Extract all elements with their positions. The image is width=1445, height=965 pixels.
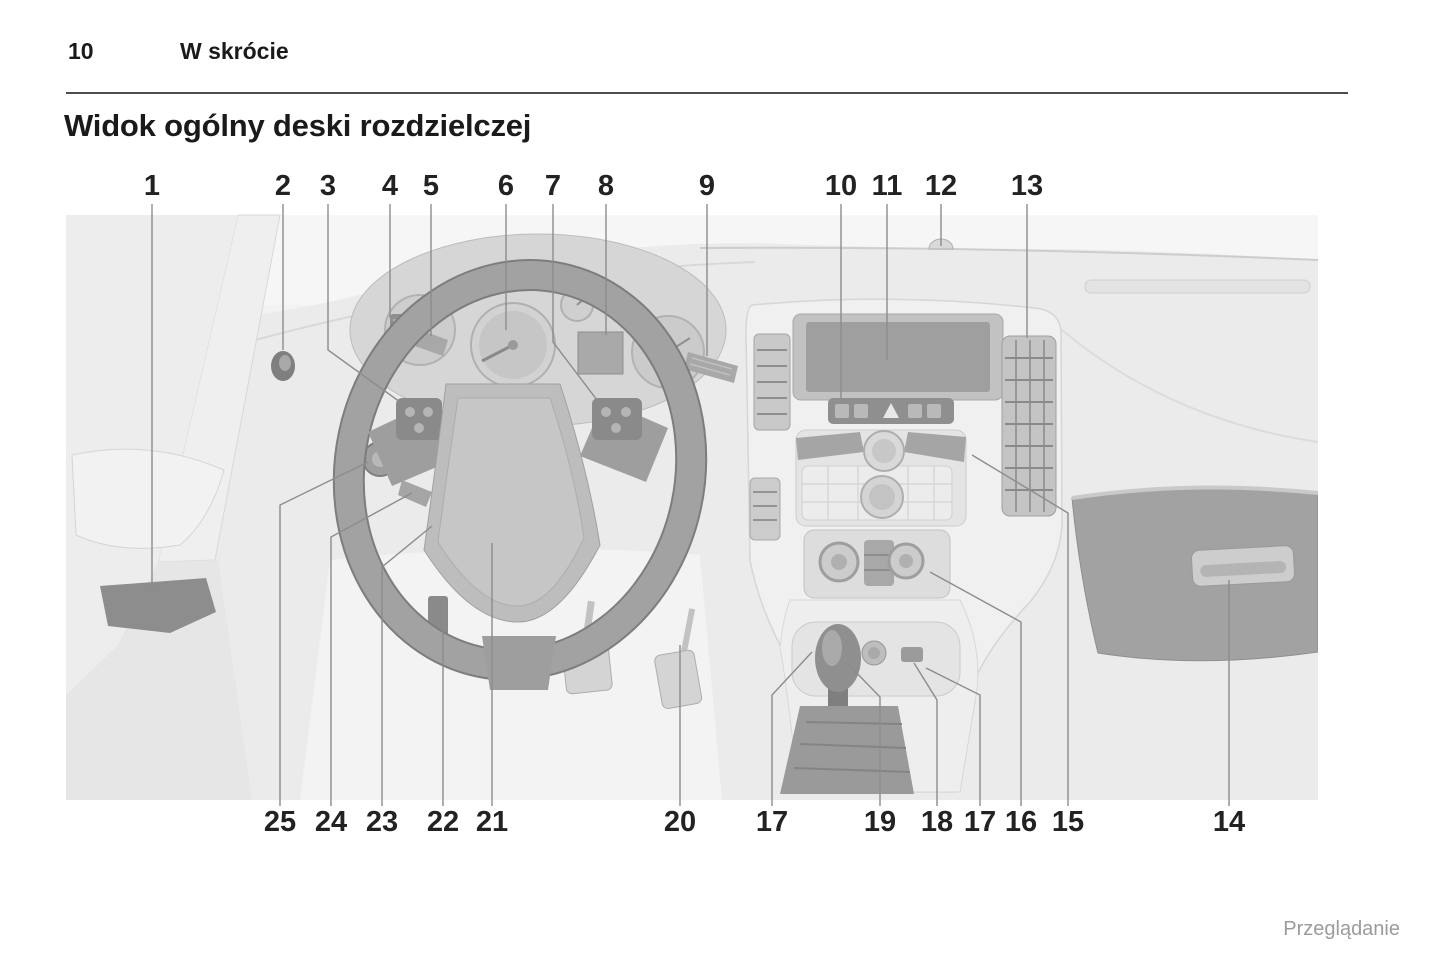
callout-10: 10 <box>824 170 858 202</box>
bottom-spoke <box>482 636 556 690</box>
glovebox-handle <box>1191 545 1295 586</box>
callout-1: 1 <box>143 170 161 202</box>
callout-21: 21 <box>475 806 509 838</box>
page-number: 10 <box>68 38 94 64</box>
driver-info-display <box>578 332 623 374</box>
callout-13: 13 <box>1010 170 1044 202</box>
callout-11: 11 <box>871 170 903 202</box>
callout-16: 16 <box>1004 806 1038 838</box>
dashboard-illustration <box>66 170 1318 845</box>
callout-3: 3 <box>319 170 337 202</box>
callout-8: 8 <box>597 170 615 202</box>
console-switch <box>901 647 923 662</box>
callout-5: 5 <box>422 170 440 202</box>
callout-15: 15 <box>1051 806 1085 838</box>
chapter-title: W skrócie <box>180 38 289 64</box>
console-button-center <box>868 647 880 659</box>
footer-section-label: Przeglądanie <box>1283 918 1400 940</box>
callout-4: 4 <box>381 170 399 202</box>
hazard-button-row <box>828 398 954 424</box>
callout-19: 19 <box>863 806 897 838</box>
callout-23: 23 <box>365 806 399 838</box>
radio-panel <box>796 430 966 526</box>
steering-wheel-buttons-left <box>396 398 442 440</box>
callout-6: 6 <box>497 170 515 202</box>
infotainment-display <box>806 322 990 392</box>
callout-17a: 17 <box>755 806 789 838</box>
callout-7: 7 <box>544 170 562 202</box>
header-rule <box>66 92 1348 94</box>
callout-22: 22 <box>426 806 460 838</box>
callout-17b: 17 <box>963 806 997 838</box>
callout-12: 12 <box>924 170 958 202</box>
callout-20: 20 <box>663 806 697 838</box>
callout-9: 9 <box>698 170 716 202</box>
mirror-control-knob-cap <box>279 355 291 371</box>
page-title: Widok ogólny deski rozdzielczej <box>64 108 532 143</box>
callout-25: 25 <box>263 806 297 838</box>
dashboard-overview-figure <box>66 170 1318 845</box>
callout-18: 18 <box>920 806 954 838</box>
climate-control-panel <box>804 530 950 598</box>
callout-24: 24 <box>314 806 348 838</box>
callout-14: 14 <box>1212 806 1246 838</box>
callout-2: 2 <box>274 170 292 202</box>
defroster-vent <box>1085 280 1310 293</box>
